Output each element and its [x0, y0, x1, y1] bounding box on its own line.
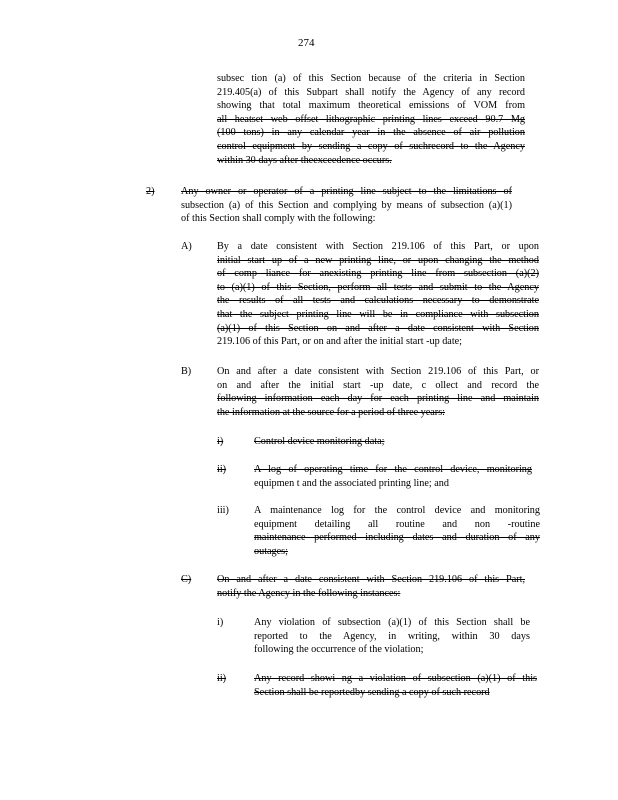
text-line: 219.106 of this Part, or on and after the initial start -up date;: [217, 336, 463, 348]
text-line: Section shall be reportedby sending a copy of such record: [254, 686, 490, 698]
text-line: control equipment by sending a copy of suchrecord to the Agency: [217, 140, 525, 152]
text-line: on and after the initial start -up date, c ollect and record the: [217, 379, 539, 391]
text-line: A maintenance log for the control device and monitoring: [254, 505, 540, 516]
item-2-marker: 2): [146, 186, 155, 197]
text-line: A log of operating time for the control device, monitoring: [254, 464, 532, 475]
text-line: reported to the Agency, in writing, within 30 days: [254, 630, 530, 642]
text-line: (100 tons) in any calendar year in the absence of air pollution: [217, 127, 525, 139]
text-line: maintenance performed including dates and duration of any: [254, 532, 540, 544]
item-2-paragraph: [181, 185, 512, 226]
intro-paragraph: [217, 72, 525, 167]
text-line: equipment detailing all routine and non -routine: [254, 518, 540, 530]
item-c-ii-paragraph: [254, 672, 537, 699]
item-c-i-marker: i): [217, 617, 224, 628]
text-line: Any record showi ng a violation of subsection (a)(1) of this: [254, 673, 537, 684]
item-b-i-paragraph: [254, 435, 408, 449]
text-line: Any violation of subsection (a)(1) of this Section shall be: [254, 617, 530, 628]
item-c-ii-marker: ii): [217, 673, 227, 684]
text-line: the results of all tests and calculations necessary to demonstrate: [217, 295, 539, 307]
text-line: following the occurrence of the violation;: [254, 644, 424, 656]
item-c-paragraph: [217, 573, 525, 600]
item-b-iii-paragraph: [254, 504, 540, 558]
text-line: of comp liance for anexisting printing line from subsection (a)(2): [217, 268, 539, 280]
text-line: within 30 days after theexceedence occurs.: [217, 154, 392, 166]
item-a-marker: A): [181, 241, 192, 252]
item-b-ii-marker: ii): [217, 464, 227, 475]
text-line: to (a)(1) of this Section, perform all tests and submit to the Agency: [217, 281, 539, 293]
text-line: subsection (a) of this Section and complying by means of subsection (a)(1): [181, 199, 512, 211]
text-line: initial start up of a new printing line, or upon changing the method: [217, 254, 539, 266]
item-a-paragraph: [217, 240, 539, 349]
page-number: 274: [298, 37, 315, 49]
text-line: of this Section shall comply with the following:: [181, 213, 376, 225]
text-line: all heatset web offset lithographic printing lines exceed 90.7 Mg: [217, 113, 525, 125]
text-line: Any owner or operator of a printing line subject to the limitations of: [181, 186, 512, 197]
text-line: Control device monitoring data;: [254, 436, 385, 447]
item-b-marker: B): [181, 366, 192, 377]
text-line: On and after a date consistent with Section 219.106 of this Part, or: [217, 366, 539, 377]
text-line: following information each day for each printing line and maintain: [217, 393, 539, 405]
text-line: outages;: [254, 545, 288, 557]
text-line: On and after a date consistent with Section 219.106 of this Part,: [217, 574, 525, 585]
item-c-i-paragraph: [254, 616, 530, 657]
text-line: that the subject printing line will be in compliance with subsection: [217, 308, 539, 320]
item-b-iii-marker: iii): [217, 505, 229, 516]
text-line: the information at the source for a period of three years:: [217, 406, 445, 418]
text-line: subsec tion (a) of this Section because of the criteria in Section: [217, 73, 525, 84]
item-b-ii-paragraph: [254, 463, 532, 490]
text-line: equipmen t and the associated printing line; and: [254, 477, 449, 489]
text-line: notify the Agency in the following instances:: [217, 587, 401, 599]
item-c-marker: C): [181, 574, 192, 585]
text-line: 219.405(a) of this Subpart shall notify the Agency of any record: [217, 86, 525, 98]
text-line: showing that total maximum theoretical emissions of VOM from: [217, 100, 525, 112]
item-b-i-marker: i): [217, 436, 224, 447]
text-line: By a date consistent with Section 219.106 of this Part, or upon: [217, 241, 539, 252]
text-line: (a)(1) of this Section on and after a date consistent with Section: [217, 322, 539, 334]
item-b-paragraph: [217, 365, 539, 419]
